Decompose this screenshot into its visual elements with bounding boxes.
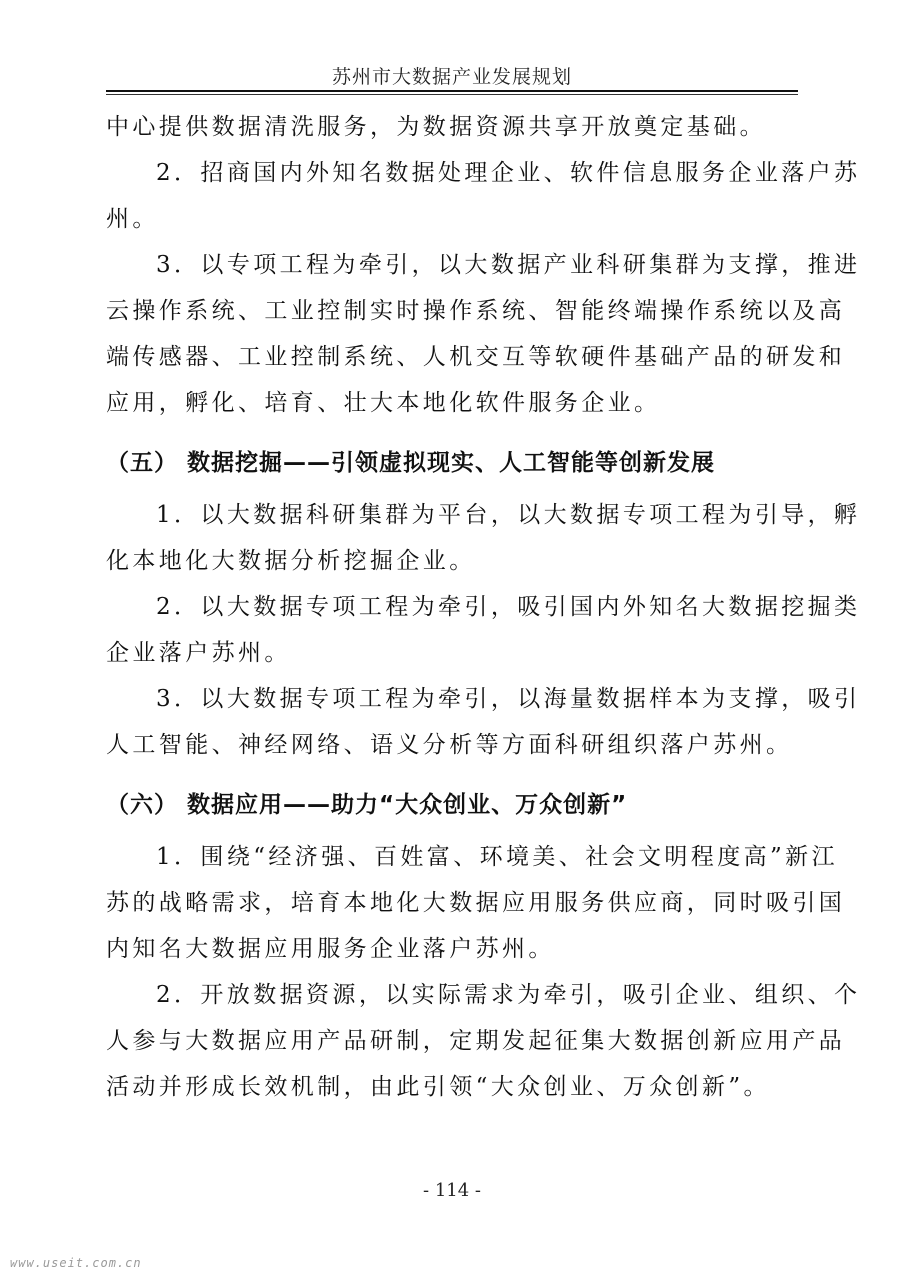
paragraph-line: 3．以大数据专项工程为牵引，以海量数据样本为支撑，吸引 xyxy=(156,686,861,712)
section-heading-6: （六） 数据应用——助力“大众创业、万众创新” xyxy=(106,792,628,818)
section-heading-5: （五） 数据挖掘——引领虚拟现实、人工智能等创新发展 xyxy=(106,450,716,476)
header-rule xyxy=(106,90,798,92)
paragraph-line: 活动并形成长效机制，由此引领“大众创业、万众创新”。 xyxy=(106,1074,770,1100)
paragraph-line: 1．围绕“经济强、百姓富、环境美、社会文明程度高”新江 xyxy=(156,844,838,870)
paragraph-line: 企业落户苏州。 xyxy=(106,640,291,666)
paragraph-line: 中心提供数据清洗服务，为数据资源共享开放奠定基础。 xyxy=(106,114,766,140)
paragraph-line: 端传感器、工业控制系统、人机交互等软硬件基础产品的研发和 xyxy=(106,344,846,370)
running-header: 苏州市大数据产业发展规划 xyxy=(331,66,572,88)
paragraph-line: 2．以大数据专项工程为牵引，吸引国内外知名大数据挖掘类 xyxy=(156,594,861,620)
paragraph-line: 内知名大数据应用服务企业落户苏州。 xyxy=(106,936,555,962)
paragraph-line: 2．开放数据资源，以实际需求为牵引，吸引企业、组织、个 xyxy=(156,982,861,1008)
paragraph-line: 化本地化大数据分析挖掘企业。 xyxy=(106,548,476,574)
paragraph-line: 1．以大数据科研集群为平台，以大数据专项工程为引导，孵 xyxy=(156,502,861,528)
document-body xyxy=(106,104,861,1110)
paragraph-line: 3．以专项工程为牵引，以大数据产业科研集群为支撑，推进 xyxy=(156,252,861,278)
header-rule-thin xyxy=(106,94,798,95)
paragraph-line: 州。 xyxy=(106,206,159,232)
paragraph-line: 人工智能、神经网络、语义分析等方面科研组织落户苏州。 xyxy=(106,732,793,758)
watermark: www.useit.com.cn xyxy=(10,1256,142,1270)
page-number: - 114 - xyxy=(423,1180,481,1201)
paragraph-line: 2．招商国内外知名数据处理企业、软件信息服务企业落户苏 xyxy=(156,160,861,186)
paragraph-line: 应用，孵化、培育、壮大本地化软件服务企业。 xyxy=(106,390,661,416)
paragraph-line: 云操作系统、工业控制实时操作系统、智能终端操作系统以及高 xyxy=(106,298,846,324)
paragraph-line: 人参与大数据应用产品研制，定期发起征集大数据创新应用产品 xyxy=(106,1028,846,1054)
paragraph-line: 苏的战略需求，培育本地化大数据应用服务供应商，同时吸引国 xyxy=(106,890,846,916)
